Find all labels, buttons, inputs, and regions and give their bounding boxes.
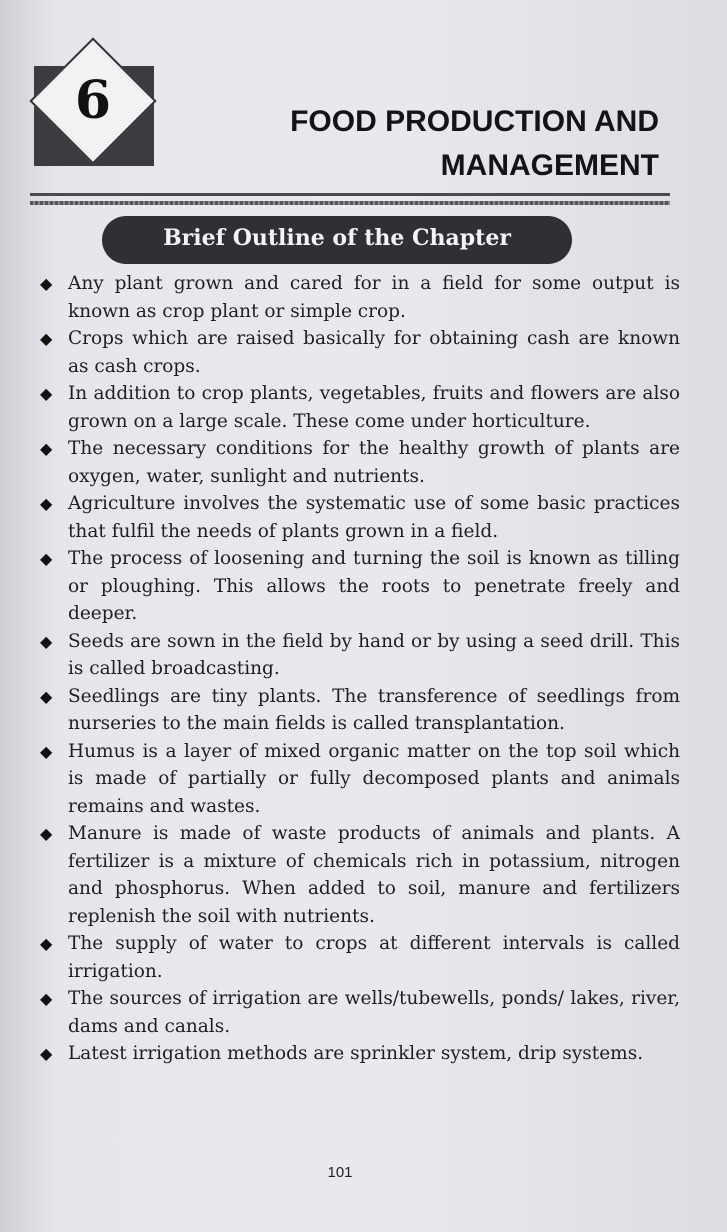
list-item <box>40 435 680 490</box>
list-item <box>40 325 680 380</box>
list-item <box>40 738 680 821</box>
chapter-number: 6 <box>74 70 112 131</box>
diamond-bullet-icon: ◆ <box>40 824 53 843</box>
diamond-bullet-icon: ◆ <box>40 329 53 348</box>
list-item <box>40 628 680 683</box>
list-item <box>40 930 680 985</box>
title-rule-bottom <box>30 201 670 205</box>
diamond-bullet-icon: ◆ <box>40 494 53 513</box>
bullet-text: Manure is made of waste products of animals and plants. A fertilizer is a mixture of chemicals rich in potassium, nitrogen and phosphorus. When added to soil, manure and fertilizers replenish the soil with nutrients. <box>68 823 680 927</box>
diamond-bullet-icon: ◆ <box>40 631 53 651</box>
diamond-bullet-icon: ◆ <box>40 1044 53 1063</box>
diamond-bullet-icon: ◆ <box>40 934 53 953</box>
list-item <box>40 985 680 1040</box>
list-item <box>40 380 680 435</box>
chapter-title-line-1: FOOD PRODUCTION AND <box>290 105 659 138</box>
bullet-text: Seeds are sown in the field by hand or by using a seed drill. This is called broadcasting. <box>68 630 680 679</box>
bullet-text: The sources of irrigation are wells/tubewells, ponds/ lakes, river, dams and canals. <box>68 988 680 1037</box>
list-item <box>40 683 680 738</box>
bullet-text: The supply of water to crops at different intervals is called irrigation. <box>68 933 680 982</box>
title-rule-top <box>30 193 670 196</box>
bullet-text: Agriculture involves the systematic use of some basic practices that fulfil the needs of plants grown in a field. <box>68 493 680 542</box>
bullet-text: Latest irrigation methods are sprinkler system, drip systems. <box>68 1043 644 1064</box>
bullet-text: Any plant grown and cared for in a field for some output is known as crop plant or simple crop. <box>68 273 680 322</box>
list-item <box>40 1040 680 1068</box>
page-number: 101 <box>327 1164 353 1181</box>
chapter-title <box>199 100 659 188</box>
list-item <box>40 490 680 545</box>
bullet-text: The process of loosening and turning the soil is known as tilling or ploughing. This allows the roots to penetrate freely and deeper. <box>68 548 680 624</box>
list-item <box>40 270 680 325</box>
outline-bullet-list <box>40 270 680 1068</box>
diamond-bullet-icon: ◆ <box>40 989 53 1008</box>
diamond-bullet-icon: ◆ <box>40 549 53 568</box>
bullet-text: In addition to crop plants, vegetables, fruits and flowers are also grown on a large scale. These come under horticulture. <box>68 383 680 432</box>
chapter-title-line-2: MANAGEMENT <box>440 149 659 182</box>
diamond-bullet-icon: ◆ <box>40 439 53 458</box>
diamond-bullet-icon: ◆ <box>40 384 53 403</box>
bullet-text: Seedlings are tiny plants. The transference of seedlings from nurseries to the main fields is called transplantation. <box>68 685 680 734</box>
bullet-text: Humus is a layer of mixed organic matter on the top soil which is made of partially or fully decomposed plants and animals remains and wastes. <box>68 740 680 817</box>
bullet-text: Crops which are raised basically for obtaining cash are known as cash crops. <box>68 328 680 377</box>
diamond-bullet-icon: ◆ <box>40 741 53 761</box>
section-heading: Brief Outline of the Chapter <box>163 225 511 251</box>
list-item <box>40 820 680 930</box>
bullet-text: The necessary conditions for the healthy growth of plants are oxygen, water, sunlight and nutrients. <box>68 438 680 487</box>
diamond-bullet-icon: ◆ <box>40 686 53 706</box>
list-item <box>40 545 680 628</box>
diamond-bullet-icon: ◆ <box>40 274 53 293</box>
